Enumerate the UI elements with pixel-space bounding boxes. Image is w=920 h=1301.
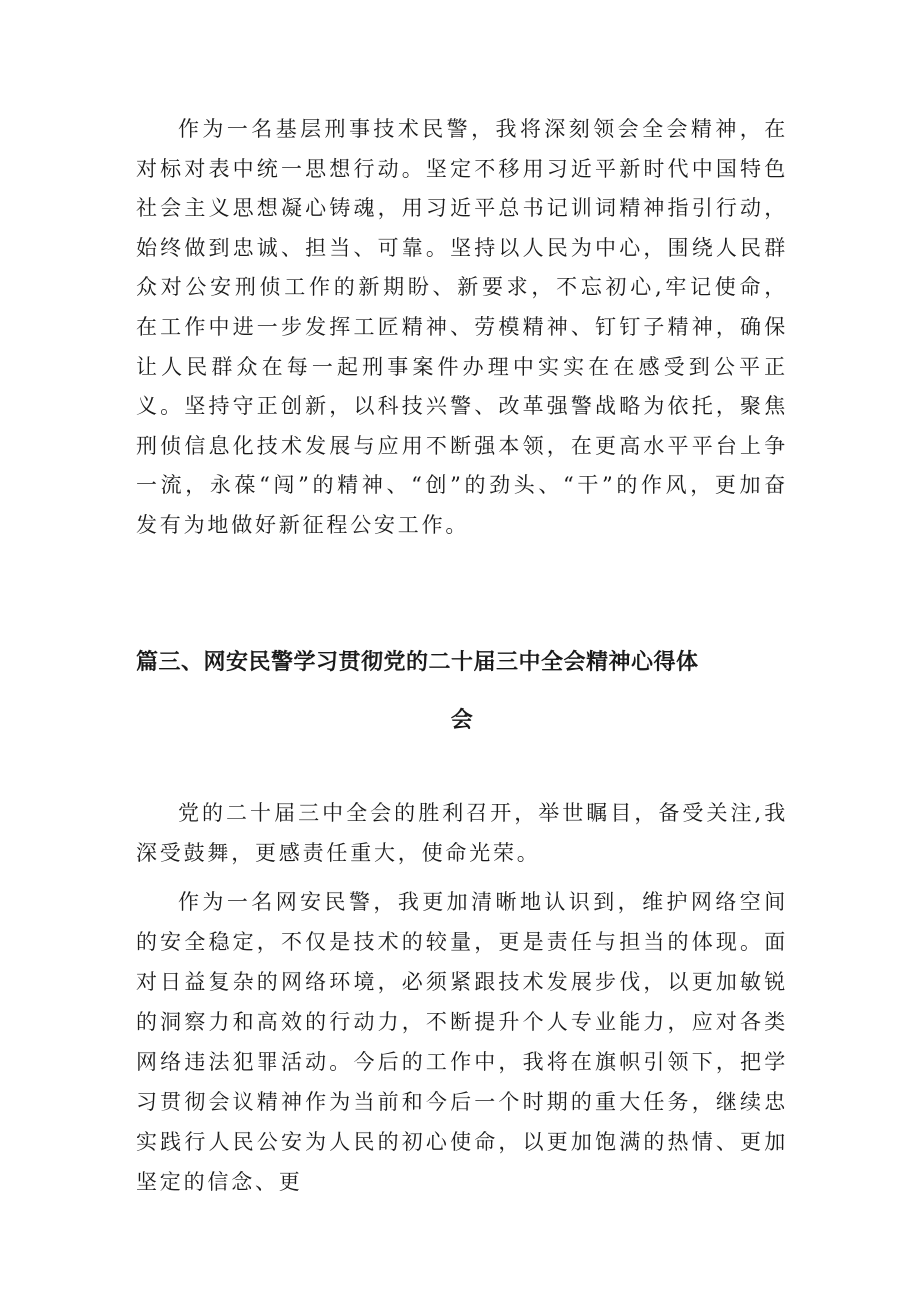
section-heading-continuation: 会 [450, 708, 474, 733]
section-paragraph-1: 党的二十届三中全会的胜利召开，举世瞩目，备受关注,我深受鼓舞，更感责任重大，使命光荣。 [136, 801, 788, 865]
section-paragraph-2: 作为一名网安民警，我更加清晰地认识到，维护网络空间的安全稳定，不仅是技术的较量，更是责任与担当的体现。面对日益复杂的网络环境，必须紧跟技术发展步伐，以更加敏锐的洞察力和高效的行动力，不断提升个人专业能力，应对各类网络违法犯罪活动。今后的工作中，我将在旗帜引领下，把学习贯彻会议精神作为当前和今后一个时期的重大任务，继续忠实践行人民公安为人民的初心使命，以更加饱满的热情、更加坚定的信念、更 [136, 890, 788, 1194]
intro-paragraph: 作为一名基层刑事技术民警，我将深刻领会全会精神，在对标对表中统一思想行动。坚定不移用习近平新时代中国特色社会主义思想凝心铸魂，用习近平总书记训词精神指引行动，始终做到忠诚、担当、可靠。坚持以人民为中心，围绕人民群众对公安刑侦工作的新期盼、新要求，不忘初心,牢记使命，在工作中进一步发挥工匠精神、劳模精神、钉钉子精神，确保让人民群众在每一起刑事案件办理中实实在在感受到公平正义。坚持守正创新，以科技兴警、改革强警战略为依托，聚焦刑侦信息化技术发展与应用不断强本领，在更高水平平台上争一流，永葆“闯”的精神、“创”的劲头、“干”的作风，更加奋发有为地做好新征程公安工作。 [136, 117, 788, 537]
section-heading: 篇三、网安民警学习贯彻党的二十届三中全会精神心得体 [136, 650, 699, 675]
